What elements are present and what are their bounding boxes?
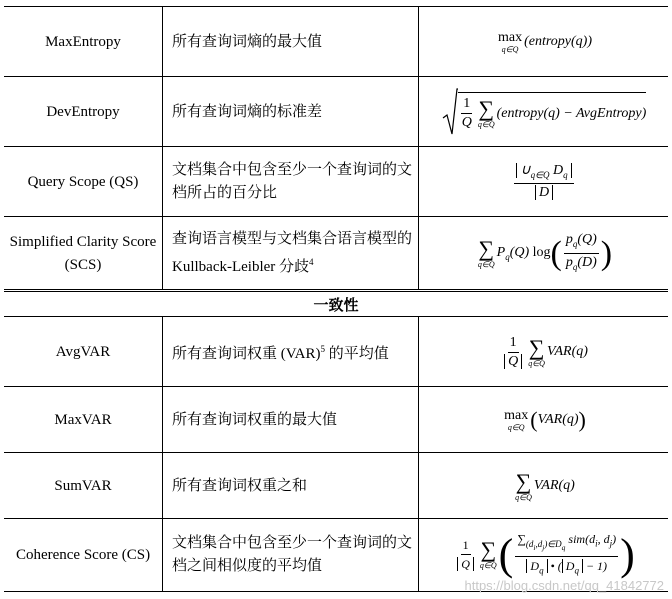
metric-description: 查询语言模型与文档集合语言模型的 Kullback-Leibler 分歧$^4$	[163, 217, 419, 290]
metric-name: AvgVAR	[4, 317, 163, 387]
section-header-consistency: 一致性	[4, 289, 668, 316]
metric-description: 所有查询词权重之和	[163, 453, 419, 519]
table-row	[4, 6, 668, 77]
metric-formula: max q∈Q (entropy(q))	[497, 29, 592, 54]
metric-name: Query Scope (QS)	[4, 147, 163, 217]
metric-name: MaxEntropy	[4, 7, 163, 77]
metric-formula: $\frac{1}{Q}$ ∑ q∈Q ( $\frac{\sum_{(d_i,d_j)\in D_q} sim(d_i, d_j)}{D_q • ( D_q - 1)}$ )	[420, 519, 668, 591]
table-row	[4, 216, 668, 290]
table-row	[4, 316, 668, 387]
metric-formula: ∑ q∈Q $P_q(Q)$ log ( $\frac{p_q(Q)}{p_q(D)}$ )	[477, 232, 613, 272]
metric-name: Simplified Clarity Score (SCS)	[4, 217, 163, 290]
sqrt-icon	[442, 88, 458, 136]
metric-name: MaxVAR	[4, 387, 163, 453]
metric-name: DevEntropy	[4, 77, 163, 147]
metric-formula: $\frac{\cup_{q\in Q} D_q}{D}$	[420, 147, 668, 217]
metric-name: Coherence Score (CS)	[4, 519, 163, 591]
metric-description: 文档集合中包含至少一个查询词的文档之间相似度的平均值	[163, 519, 419, 591]
metric-description: 所有查询词熵的标准差	[163, 77, 419, 147]
table-row	[4, 386, 668, 453]
metric-formula: ∑ q∈Q VAR(q)	[515, 468, 575, 502]
metric-description: 所有查询词权重的最大值	[163, 387, 419, 453]
metric-name: SumVAR	[4, 453, 163, 519]
metric-description: 所有查询词熵的最大值	[163, 7, 419, 77]
metric-description: 所有查询词权重 (VAR)$^5$ 的平均值	[163, 317, 419, 387]
table-row	[4, 146, 668, 217]
table-row	[4, 452, 668, 519]
watermark: https://blog.csdn.net/qq_41842772	[464, 578, 664, 593]
metric-formula: $\frac{1}{Q}$ ∑ q∈Q (entropy(q) − AvgEntropy)	[420, 77, 668, 147]
metric-description: 文档集合中包含至少一个查询词的文档所占的百分比	[163, 147, 419, 217]
table-row	[4, 76, 668, 147]
metric-formula: $\frac{1}{Q}$ ∑ q∈Q VAR(q)	[420, 317, 668, 387]
metric-formula: max q∈Q ( VAR(q) )	[504, 407, 586, 432]
